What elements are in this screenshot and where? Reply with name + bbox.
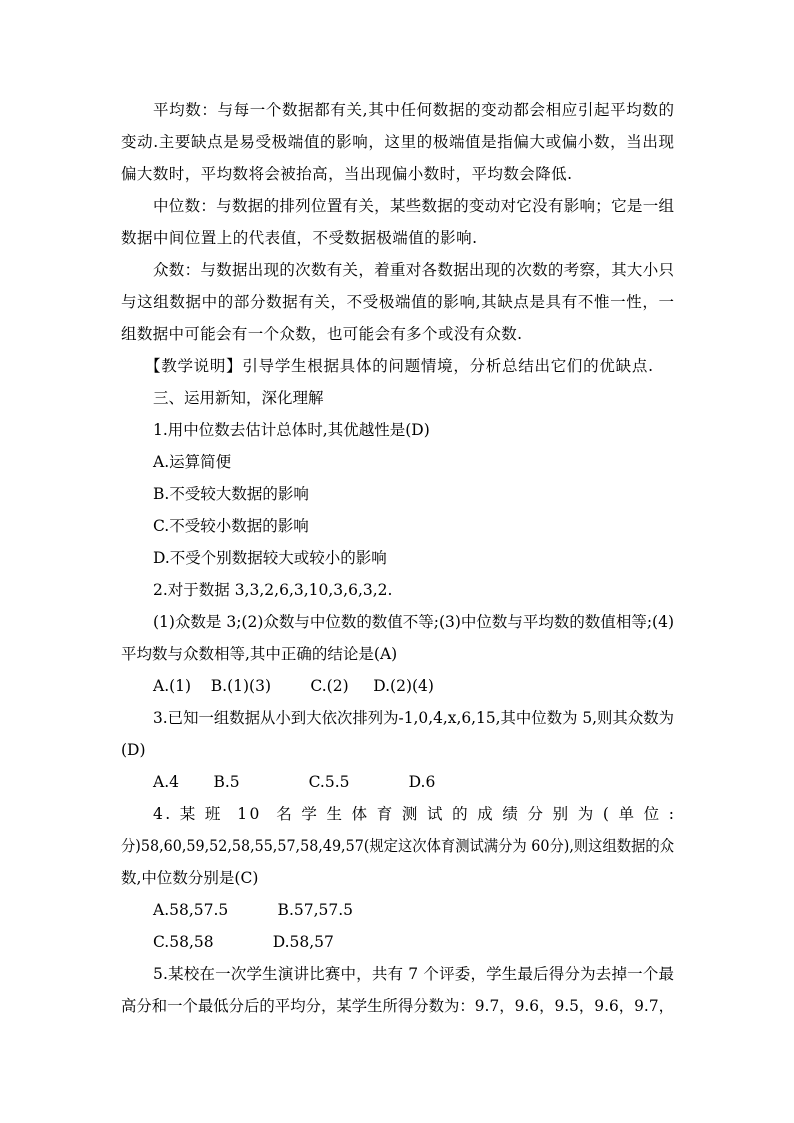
text-line: 平均数：与每一个数据都有关,其中任何数据的变动都会相应引起平均数的 xyxy=(153,101,675,119)
text-line: 组数据中可能会有一个众数，也可能会有多个或没有众数. xyxy=(121,325,523,343)
question-3: 3.已知一组数据从小到大依次排列为-1,0,4,x,6,15,其中位数为 5,则其众数为 xyxy=(153,709,674,727)
text-line: 【教学说明】引导学生根据具体的问题情境，分析总结出它们的优缺点. xyxy=(145,357,654,375)
text-line: (1)众数是 3;(2)众数与中位数的数值不等;(3)中位数与平均数的数值相等;(4) xyxy=(153,613,674,631)
options-row: A.(1) B.(1)(3) C.(2) D.(2)(4) xyxy=(153,677,434,695)
question-4: 4. 某 班 10 名 学 生 体 育 测 试 的 成 绩 分 别 为 ( 单 位 : xyxy=(153,805,677,823)
text-line: 偏大数时，平均数将会被抬高，当出现偏小数时，平均数会降低. xyxy=(121,165,573,183)
text-line: 与这组数据中的部分数据有关，不受极端值的影响,其缺点是具有不惟一性，一 xyxy=(121,293,675,311)
options-row: A.4 B.5 C.5.5 D.6 xyxy=(153,773,436,791)
options-row: A.58,57.5 B.57,57.5 xyxy=(153,901,354,919)
option-b: B.不受较大数据的影响 xyxy=(153,485,309,503)
question-1: 1.用中位数去估计总体时,其优越性是(D) xyxy=(153,421,430,439)
text-line: 高分和一个最低分后的平均分，某学生所得分数为：9.7，9.6，9.5，9.6，9.7， xyxy=(121,997,674,1015)
text-line: 分)58,60,59,52,58,55,57,58,49,57(规定这次体育测试满分为 60分),则这组数据的众 xyxy=(121,837,674,855)
section-heading: 三、运用新知，深化理解 xyxy=(153,389,324,407)
text-line: 中位数：与数据的排列位置有关，某些数据的变动对它没有影响；它是一组 xyxy=(153,197,675,215)
text-line: 众数：与数据出现的次数有关，着重对各数据出现的次数的考察，其大小只 xyxy=(153,261,675,279)
answer-line: (D) xyxy=(121,741,146,759)
option-c: C.不受较小数据的影响 xyxy=(153,517,309,535)
text-line: 数据中间位置上的代表值，不受数据极端值的影响. xyxy=(121,229,478,247)
question-5: 5.某校在一次学生演讲比赛中，共有 7 个评委，学生最后得分为去掉一个最 xyxy=(153,965,675,983)
option-d: D.不受个别数据较大或较小的影响 xyxy=(153,549,387,567)
text-line: 平均数与众数相等,其中正确的结论是(A) xyxy=(121,645,398,663)
options-row: C.58,58 D.58,57 xyxy=(153,933,334,951)
question-2: 2.对于数据 3,3,2,6,3,10,3,6,3,2. xyxy=(153,581,393,599)
option-a: A.运算简便 xyxy=(153,453,232,471)
text-line: 数,中位数分别是(C) xyxy=(121,869,259,887)
text-line: 变动.主要缺点是易受极端值的影响，这里的极端值是指偏大或偏小数，当出现 xyxy=(121,133,675,151)
